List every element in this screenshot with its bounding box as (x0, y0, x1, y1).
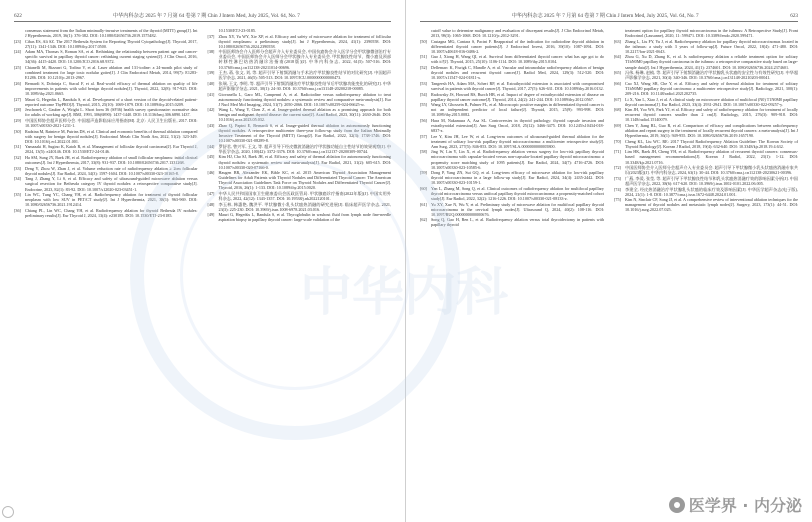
watermark-logo (665, 491, 806, 518)
reference-number: [38] (207, 49, 215, 55)
reference-text: Li X, Yan L, Xiao J, et al. A clinical study on microwave ablation of multifocal (N0) T1N0M0 papillary thyroid carcinoma[J]. Eur Radiol, 2023, 33(4): 2931-2941. DOI: 10.1007/s00330-022-09257-y. (625, 96, 798, 107)
reference-text: Tang J, Zhang Y, Li S, et al. Efficacy and safety of ultrasound-guided microwave ablation versus surgical resection for Bethesda category IV thyroid nodules: a retrospective comparative study[J]. Endocrine, 2023, 82(1): 83-92. DOI: 10.1007/s12020-023-03451-1. (25, 176, 198, 192)
reference-number: [70] (614, 138, 621, 144)
reference-entry (14, 176, 198, 191)
reference-entry (14, 28, 198, 38)
reference-number: [69] (614, 123, 621, 128)
reference-text: Chiang PL, Lin WC, Chang YH, et al. Radiofrequency ablation for thyroid Bethesda IV nodules: preliminary results[J]. Eur Thyroid J, 2024, 13(4): e230185. DOI: 10.1530/ETJ-23-0185. (25, 207, 198, 218)
reference-text: Castagna MG, Cantara S, Pacini F. Reappraisal of the indication for radioiodine thyroid ablation in differentiated thyroid cancer patients[J]. J Endocrinol Invest, 2016, 39(10): 1087-1094. DOI: 10.1007/s40618-016-0486-2. (431, 38, 604, 54)
reference-text: Bernardi S, Dobrinja C, Stacul F, et al. Real-world efficacy of thermal ablation on quality of life improvements in patients with solid benign thyroid nodules[J]. Thyroid, 2022, 32(8): 917-925. DOI: 10.1089/thy.2021.0665. (25, 80, 198, 96)
reference-entry (14, 81, 198, 96)
reference-number: [32] (14, 155, 21, 161)
reference-number: [64] (614, 54, 621, 60)
reference-entry (14, 97, 198, 107)
left-page-number: 622 (14, 13, 22, 19)
reference-number: [39] (207, 70, 215, 76)
reference-number: [50] (420, 38, 427, 44)
reference-text: Zhou XY, Yu WY, Xie XP, et al. Efficacy and safety of microwave ablation for treatment of follicular thyroid neoplasms: a preliminary study[J]. Int J Hyperthermia, 2024, 41(1): 2390558. DOI: 10.1080/02656736.2024.2390558. (218, 33, 391, 49)
reference-entry (14, 144, 198, 154)
reference-entry (420, 170, 604, 185)
reference-text: Cheng KL, Liu WC. RE: 2017 Thyroid Radiofrequency Ablation Guideline: The Korean Society of Thyroid Radiology[J]. Korean J Radiol, 2018, 19(4): 632-640. DOI: 10.3348/kjr.2018.19.4.632. (625, 138, 798, 149)
reference-entry (208, 170, 392, 190)
reference-text: Ha SM, Sung JY, Baek JH, et al. Radiofrequency ablation of small follicular neoplasms: initial clinical outcomes[J]. Int J Hyperthermia, 2017, 33(8): 931-937. DOI: 10.1080/02656736.2017.1331268. (25, 155, 198, 166)
reference-number (14, 28, 25, 38)
reference-entry (614, 70, 798, 80)
left-page-column-1 (14, 28, 198, 223)
reference-number: [35] (14, 192, 21, 198)
reference-text: 中国医师协会介入医师分会超声介入专业委员会. 超声引导下甲状腺微小乳头状癌热消融专家共识(2023版)[J]. 中华内科杂志, 2024, 63(1): 30-44. DOI: 10.3760/cma.j.cn112138-20230621-00396. (625, 165, 798, 176)
reference-text: 王杰, 蒋, 张文, 刘, 等. 超声引导下射频消融与手术治疗甲状腺良性结节的对比研究[J]. 中国超声医学杂志, 2021, 46(5): 505-513. DOI: 10.1097/JCU.0000000000000473. (218, 70, 391, 81)
reference-text: Zhao Q, Papini E, Bernardi S, et al. Image-guided thermal ablation in autonomously functioning thyroid nodules. A retrospective multicenter three-year follow-up study from the Italian Minimally Invasive Treatment of the Thyroid (MITT) Group[J]. Eur Radiol, 2022, 32(3): 1738-1746. DOI: 10.1007/s00330-021-08289-8. (218, 123, 391, 144)
reference-number: [55] (420, 102, 427, 108)
reference-text: Mauri G, Hegedüs L, Bandula S, et al. Thyroglobulin in washout fluid from lymph node fine-needle aspiration biopsy in papillary thyroid cancer: large-scale validation of the (218, 212, 391, 223)
reference-entry (208, 49, 392, 69)
reference-text: 李玉林, 韩惠艳, 魏洪平. 甲状腺微小乳头状癌热消融的研究进展[J]. 临床超声医学杂志, 2021, 23(3): 225-230. DOI: 10.3969/j.issn.1008-6978.2021.03.016. (218, 201, 391, 212)
reference-number: [43] (207, 123, 215, 128)
reference-number: [60] (420, 185, 427, 191)
reference-entry (420, 54, 604, 64)
reference-number: [62] (420, 217, 427, 223)
reference-number: [41] (207, 91, 215, 97)
reference-number: [34] (14, 176, 21, 182)
reference-number: [42] (207, 107, 215, 113)
reference-number: [68] (614, 107, 621, 113)
reference-text: Kim JH, Yoo WS, Park YJ, et al. Efficacy and safety of radiofrequency ablation for treatment of locally recurrent thyroid cancers smaller than 2 cm[J]. Radiology, 2015, 276(3): 909-918. DOI: 10.1148/radiol.15140079. (625, 107, 798, 123)
logo-icon (669, 497, 685, 513)
reference-entry (420, 92, 604, 102)
reference-number: [37] (207, 33, 215, 39)
reference-entry (420, 39, 604, 54)
reference-number: [26] (14, 80, 21, 86)
reference-entry (420, 28, 604, 38)
reference-text: cutoff value to determine malignancy and evaluation of discrepant results[J]. J Clin Endocrinol Metab, 2013, 98(3): 1065-1068. DOI: 10.1210/jc.2012-3291. (431, 28, 604, 39)
reference-text: Lim HK, Baek JH, Cheng YH, et al. Radiofrequency ablation of recurrent thyroid cancers: consensus-based management recommendations[J]. Korean J Radiol, 2022, 23(1): 1-12. DOI: 10.3348/kjr.2021.0716. (625, 149, 798, 165)
reference-number: [57] (420, 133, 427, 139)
reference-text: Haugen BR, Alexander EK, Bible KC, et al. 2015 American Thyroid Association Management Guidelines for Adult Patients with Thyroid Nodules and Differentiated Thyroid Cancer: The American Thyroid Association Guidelines Task Force on Thyroid Nodules and Differentiated Thyroid Cancer[J]. Thyroid, 2016, 26(1): 1-133. DOI: 10.1089/thy.2015.0020. (218, 170, 391, 191)
reference-number: [40] (207, 80, 215, 86)
right-page-number: 623 (790, 13, 798, 19)
reference-text: 冯伟, 杨琳, 赵桢, 等. 超声引导下射频消融治疗甲状腺乳头状癌的安全性与有效性研究[J]. 中华超声影像学杂志, 2021, 30(4): 340-346. DOI: 10.3760/cma.j.cn131148-20210203-00041. (625, 70, 798, 81)
reference-text: Chen Y, Jiang RL, Guo R, et al. Comparison of efficacy and complications between radiofrequency ablation and repeat surgery in the treatment of locally recurrent thyroid cancers: a meta-analysis[J]. Int J Hyperthermia, 2019, 36(1): 949-955. DOI: 10.1080/02656736.2019.1657190. (625, 123, 798, 139)
reference-text: Kim N, Sinclair CF, Song JJ, et al. A comprehensive review of interventional ablation techniques for the management of thyroid nodules and metastatic lymph nodes[J]. Surgery, 2023, 173(1): 44-51. DOI: 10.1016/j.surg.2022.07.025. (625, 197, 798, 213)
right-journal-line: 中华内科杂志 2025 年 7 月第 64 卷第 7 期 Chin J Intern Med, July 2025, Vol. 64, No. 7 (511, 13, 699, 19)
reference-entry (614, 197, 798, 212)
reference-text: Giovanella L, Garo ML, Campennì A, et al. Radioiodine versus radiofrequency ablation to treat autonomously functioning thyroid nodules: a systematic review and comparative meta-analysis[J]. Eur J Nucl Med Mol Imaging, 2024, 51(7): 2050-2066. DOI: 10.1007/s00259-024-06625-w. (218, 91, 391, 107)
reference-text: Jing W, Lin Y, Lin X, et al. Radiofrequency ablation versus surgery for low-risk papillary thyroid microcarcinoma with capsular-located versus non-capsular-located papillary thyroid microcarcinoma: a propensity score matching study of 1095 patients[J]. Eur Radiol, 2024, 34(7): 4716-4726. DOI: 10.1007/s00330-023-10585-6. (431, 149, 604, 170)
reference-number: [30] (14, 128, 21, 134)
reference-entry (614, 123, 798, 138)
reference-text: 中国医师协会超声医师分会. 中国超声造影临床应用指南[M]. 北京: 人民卫生出版社, 2017. DOI: 10.1007/s00330-2021-1231-1. (25, 117, 198, 128)
reference-text: treatment option for papillary thyroid microcarcinoma in the isthmus: A Retrospective Study[J]. Front Endocrinol (Lausanne), 2020, 11: 599471. DOI: 10.3389/fendo.2020.599471. (625, 28, 798, 39)
left-page-header (14, 12, 391, 22)
reference-number: [65] (614, 70, 621, 76)
reference-text: 李建全, 经皮热消融治疗甲状腺乳头状癌的临床疗效及影响因素[J]. 中华医学超声杂志(电子版), 2024, 21(1): 1-8. DOI: 10.3877/cma.j.issn.1672-6448.2024.01.001. (625, 186, 798, 197)
reference-entry (14, 166, 198, 176)
reference-number: [47] (207, 190, 215, 196)
reference-text: Hara M, Nakamura A, Asa SL. Controversies in thyroid pathology: thyroid capsule invasion and extrathyroidal extension[J]. Ann Surg Oncol, 2018, 25(12): 3466-3475. DOI: 10.1245/s10434-018-6837-z. (431, 117, 604, 134)
reference-text: Jeschonek C, Gauber A, Wright L. Short form 36 (SF36) health survey questionnaire: normative data for adults of working age[J]. BMJ, 1993, 306(6890): 1437-1440. DOI: 10.1136/bmj.306.6890.1437. (25, 107, 198, 118)
reference-text: Mauri G, Hegedüs L, Bandula S, et al. Development of a short version of the thyroid-related patient-reported outcome ThyPRO[J]. Thyroid, 2015, 25(10): 1069-1079. DOI: 10.1089/thy.2015.0209. (25, 96, 198, 107)
reference-entry (208, 191, 392, 201)
reference-number: [49] (207, 212, 215, 218)
reference-entry (420, 118, 604, 133)
reference-number: [71] (614, 149, 621, 155)
reference-number (614, 28, 625, 38)
reference-entry (14, 65, 198, 80)
reference-number: [66] (614, 80, 621, 86)
reference-text: Zhou G, Xu D, Zhang K, et al. Is radiofrequency ablation a reliable treatment option for solitary T1bN0M0 papillary thyroid carcinoma in the isthmus: a retrospective comparative study based on large-sample data[J]. Int J Hyperthermia, 2024, 41(1): 2374601. DOI: 10.1080/02656736.2024.2374601. (625, 54, 798, 70)
reference-number: [51] (420, 54, 427, 60)
reference-entry (420, 81, 604, 91)
reference-entry (614, 97, 798, 107)
reference-number: [27] (14, 96, 21, 102)
reference-text: Yamazaki H, Sugino K, Katoh R, et al. Management of follicular thyroid carcinoma[J]. Eur Thyroid J, 2024, 13(5): e240146. DOI: 10.1530/ETJ-24-0146. (25, 144, 198, 155)
reference-text: Lin WC, Tung YC, Chang YH, et al. Radiofrequency ablation for treatment of thyroid follicular neoplasm with low SUV in PET/CT study[J]. Int J Hyperthermia, 2021, 38(1): 963-969. DOI: 10.1080/02656736.2021.1912414. (25, 192, 198, 208)
reference-entry (14, 208, 198, 218)
reference-text: Lee Y, Kim JH, Lee W, et al. Long-term outcomes of ultrasound-guided thermal ablation for the treatment of solitary low-risk papillary thyroid microcarcinoma: a multicenter retrospective study[J]. Ann Surg, 2023, 277(5): 846-853. DOI: 10.1097/SLA.0000000000005800. (431, 133, 604, 149)
reference-text: Song Q, Gao H, Ren L, et al. Radiofrequency ablation versus total thyroidectomy in patients with papillary thyroid (431, 217, 604, 228)
reference-entry (14, 118, 198, 128)
reference-text: Cibas ES, Ali SZ. The 2017 Bethesda System for Reporting Thyroid Cytopathology[J]. Thyroid, 2017, 27(11): 1341-1346. DOI: 10.1089/thy.2017.0500. (25, 38, 198, 49)
reference-entry (614, 107, 798, 122)
right-page-column-1 (420, 28, 604, 228)
reference-entry (420, 217, 604, 227)
reference-number: [46] (207, 170, 215, 176)
reference-entry (614, 187, 798, 197)
reference-entry (14, 107, 198, 117)
reference-text: Wang L, Wang Y, Chen Z, et al. Image-guided thermal ablation as a promising approach for both benign and malignant thyroid disease: the current state[J]. Acad Radiol, 2023, 30(11): 2630-2646. DOI: 10.1016/j.acra.2023.05.032. (218, 107, 391, 123)
reference-number: [24] (14, 49, 21, 55)
reference-text: 广燕, 李爱, 张莹, 等. 超声引导下甲状腺良性结节和乳头状癌热消融疗效的影响因素分析[J]. 中国超声医学杂志, 2022, 38(6): 617-620. DOI: 10.3969/j.issn.1002-0101.2022.06.005. (625, 175, 798, 186)
reference-text: Cao XJ, Wang SR, Che Y, et al. Efficacy and safety of thermal ablation for treatment of solitary T1bN0M0 papillary thyroid carcinoma: a multicenter retrospective study[J]. Radiology, 2021, 300(1): 209-216. DOI: 10.1148/radiol.2021202735. (625, 80, 798, 96)
reference-number: [48] (207, 201, 215, 207)
reference-text: Radowsky JS, Howard RS, Burch HB, et al. Impact of degree of extrathyroidal extension of disease on papillary thyroid cancer outcome[J]. Thyroid, 2014, 24(2): 241-244. DOI: 10.1089/thy.2012.0567. (431, 91, 604, 102)
reference-number: [36] (14, 207, 21, 213)
reference-text: 张瑞, 王文, 李明, 等. 超声引导下射频消融治疗甲状腺良性结节后甲状腺功能变化的研究[J]. 中华超声影像学杂志, 2021, 30(1): 24-30. DOI: 10.3760/cma.j.cn131148-20200218-00085. (218, 80, 391, 91)
reference-text: Zhang L, Liu FY, Yu J, et al. Radiofrequency ablation for papillary thyroid microcarcinomas located in the isthmus: a study with 3 years of follow-up[J]. Future Oncol, 2022, 18(4): 471-480. DOI: 10.2217/fon-2021-0643. (625, 38, 798, 54)
reference-entry (14, 39, 198, 49)
reference-number (208, 28, 219, 33)
reference-number: [52] (420, 65, 427, 71)
reference-text: Radzina M, Ratniece M, Putrins DS, et al. Clinical and economic benefits of thermal ablation compared with surgery for benign thyroid nodules[J]. Endocrinol Metab Clin North Am, 2022, 51(2): 323-349. DOI: 10.1016/j.ecl.2022.01.001. (25, 128, 198, 144)
reference-entry (614, 139, 798, 149)
reference-entry (614, 165, 798, 175)
reference-text: Dong P, Yang ZN, Sui GQ, et al. Long-term efficacy of microwave ablation for low-risk papillary thyroid microcarcinoma in a large follow-up study[J]. Eur Radiol, 2024, 34(4): 2435-2442. DOI: 10.1007/s00330-023-10159-1. (431, 170, 604, 186)
reference-text: Yan L, Zhang M, Song Q, et al. Clinical outcomes of radiofrequency ablation for multifocal papillary thyroid microcarcinoma versus unifocal papillary thyroid microcarcinoma: a propensity-matched cohort study[J]. Eur Radiol, 2022, 32(2): 1216-1226. DOI: 10.1007/s00330-021-08133-z. (431, 185, 604, 202)
reference-entry (614, 54, 798, 69)
reference-number: [63] (614, 38, 621, 44)
page-corner-mark (2, 506, 14, 518)
reference-text: Chianelli M, Bizzarri G, Todino V, et al. Laser ablation and 131-iodine: a 24-month pilot study of combined treatment for large toxic nodular goiter[J]. J Clin Endocrinol Metab, 2014, 99(7): E1283-E1286. DOI: 10.1210/jc.2013-2967. (25, 65, 198, 81)
reference-entry (208, 107, 392, 122)
reference-text: 罗舒君, 曾兴军, 王文, 等. 超声引导下经皮微波消融治疗甲状腺功能自主性结节的效果观察[J]. 中华医学杂志, 2020, 100(42): 3372-3376. DOI: 10.3760/cma.j.cn112137-20200309-00744. (218, 143, 391, 154)
reference-number: [31] (14, 144, 21, 150)
reference-entry (208, 123, 392, 143)
reference-entry (420, 202, 604, 217)
watermark-logo-text: 医学界 · 内分泌 (688, 496, 802, 515)
reference-number: [25] (14, 65, 21, 71)
reference-text: Yu XY, Xue N, Wu Y, et al. Preliminary study of microwave ablation for multifocal papillary thyroid microcarcinoma in the cervical lymph nodes[J]. Ultrasound Q, 2024, 40(2): 108-116. DOI: 10.1097/RUQ.0000000000000676. (431, 201, 604, 217)
reference-number: [45] (207, 154, 215, 160)
reference-entry (208, 202, 392, 212)
reference-number: [54] (420, 91, 427, 97)
reference-number: [59] (420, 170, 427, 176)
reference-entry (14, 129, 198, 144)
watermark-center-text: 中华内科 (300, 263, 509, 323)
reference-text: Kim HJ, Cho SJ, Baek JH, et al. Efficacy and safety of thermal ablation for autonomously functioning thyroid nodules: a systematic review and meta-analysis[J]. Eur Radiol, 2021, 31(2): 605-615. DOI: 10.1007/s00330-020-07166-0. (218, 154, 391, 170)
reference-number: [28] (14, 107, 21, 113)
right-page-column-2 (614, 28, 798, 228)
reference-entry (208, 92, 392, 107)
reference-entry (420, 102, 604, 117)
reference-number: [29] (14, 117, 21, 123)
reference-number: [58] (420, 149, 427, 155)
reference-entry (14, 192, 198, 207)
reference-text: 中华人民共和国国家卫生健康委员会医政医管局. 甲状腺癌诊疗指南(2022年版)[J]. 中国实用外科杂志, 2022, 42(12): 1343-1357. DOI: 10.19538/j.nk2022120101. (218, 190, 391, 202)
reference-entry (208, 154, 392, 169)
reference-number: [56] (420, 117, 427, 123)
reference-text: 10.1530/ETJ-23-0185. (218, 28, 256, 33)
reference-entry (614, 149, 798, 164)
reference-number: [61] (420, 201, 427, 207)
left-journal-line: 中华内科杂志 2025 年 7 月第 64 卷第 7 期 Chin J Intern Med, July 2025, Vol. 64, No. 7 (112, 13, 300, 19)
reference-entry (614, 81, 798, 96)
reference-text: Guo J, Xiong H, Wang QI, et al. Survival from differentiated thyroid cancer: what has age got to do with it?[J]. Thyroid, 2015, 25(10): 1106-1114. DOI: 10.1089/thy.2015.0104. (431, 54, 604, 65)
reference-entry (420, 65, 604, 80)
reference-number: [44] (207, 143, 215, 149)
reference-number: [75] (614, 197, 621, 203)
reference-entry (420, 186, 604, 201)
reference-entry (208, 34, 392, 49)
reference-entry (614, 28, 798, 38)
reference-entry (208, 81, 392, 91)
reference-text: 中国医师协会介入医师分会超声介入专业委员会, 中国抗癌协会介入医学分会甲状腺微创治疗专业委员会, 中国医师协会介入医师分会甲状腺介入专业委员会. 甲状腺良性结节、微小癌及颈部转移性淋巴结热消融诊治指南(2018版)[J]. 中华内科杂志, 2022, 61(5): 507-516. DOI: 10.3760/cma.j.cn112138-20211014-00696. (218, 49, 391, 70)
reference-text: Deng Y, Zhou W, Zhan J, et al. Volume reduction rate of radiofrequency ablation ≥ 2cm follicular thyroid nodules[J]. Eur Radiol, 2024, 34(3): 1597-1604. DOI: 10.1007/s00330-023-10165-8. (25, 165, 198, 176)
left-page-column-2 (208, 28, 392, 223)
reference-entry (208, 144, 392, 154)
reference-entry (420, 134, 604, 149)
reference-number: [53] (420, 80, 427, 86)
right-page (406, 0, 812, 522)
reference-number: [74] (614, 186, 621, 192)
reference-entry (14, 49, 198, 64)
reference-entry (208, 212, 392, 222)
reference-number: [67] (614, 96, 621, 102)
reference-text: consensus statement from the Italian minimally-invasive treatments of the thyroid (MITT) group[J]. Int J Hyperthermia, 2019, 36(1): 376-382. DOI: 10.1080/02656736.2019.1575482. (25, 28, 198, 39)
reference-entry (208, 28, 392, 33)
reference-text: Wang LY, Ghossein R, Palmer FL, et al. Microscopic positive margins in differentiated thyroid cancer is not an independent predictor of local failure[J]. Thyroid, 2015, 25(9): 993-998. DOI: 10.1089/thy.2015.0082. (431, 102, 604, 118)
reference-entry (208, 70, 392, 80)
reference-text: Tangeesh HA, Adam MA, Scheri RP, et al. Extrathyroidal extension is associated with compromised survival in patients with thyroid cancer[J]. Thyroid, 2017, 27(5): 626-631. DOI: 10.1089/thy.2016.0132. (431, 80, 604, 91)
reference-number: [33] (14, 165, 21, 171)
reference-text: Dellemarc K, Fisrigk C, Mandle A, et al. Vascular and intranodular radiofrequency ablation of benign thyroid nodules and recurrent thyroid cancer[J]. Radiol Med, 2024, 129(3): 512-520. DOI: 10.1007/s11547-024-01811-x. (431, 65, 604, 81)
reference-entry (14, 155, 198, 165)
reference-number (420, 28, 431, 38)
reference-entry (614, 176, 798, 186)
reference-number: [72] (614, 165, 621, 171)
reference-text: Adam MA, Thomas S, Roman SA, et al. Rethinking the relationship between patient age and cancer-specific survival in papillary thyroid cancer: rethinking current staging system[J]. J Clin Oncol, 2016, 34(36): 4415-4420. DOI: 10.1200/JCO.2016.68.9372. (25, 49, 198, 65)
reference-number: [73] (614, 175, 621, 181)
reference-entry (420, 149, 604, 169)
right-page-header (420, 12, 798, 22)
reference-number: [23] (14, 38, 21, 44)
reference-entry (614, 39, 798, 54)
